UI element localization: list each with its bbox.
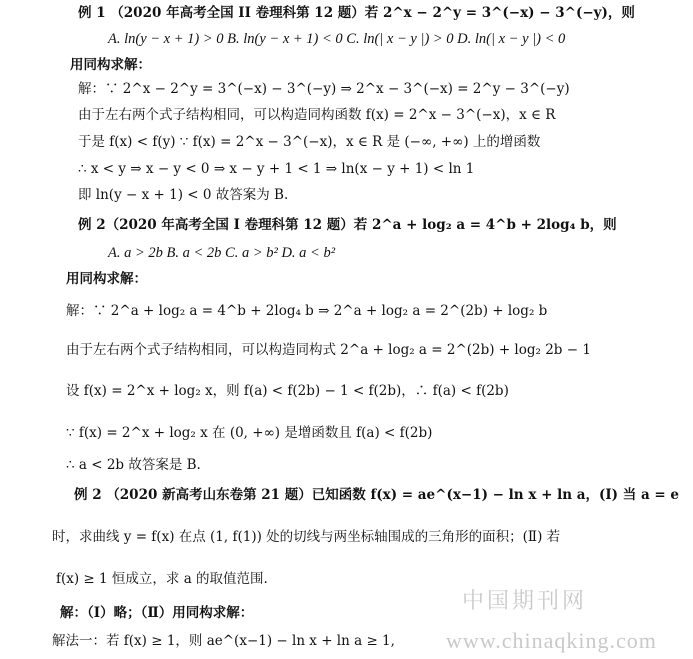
example-2-solution-step-3: 设 f(x) = 2^x + log₂ x，则 f(a) < f(2b) − 1 < f(2b)，∴ f(a) < f(2b) [66,383,509,399]
example-1-solution-step-1: 解：∵ 2^x − 2^y = 3^(−x) − 3^(−y) ⇒ 2^x − 3^(−x) = 2^y − 3^(−y) [78,81,570,97]
example-3-solution-heading: 解：（Ⅰ）略；（Ⅱ）用同构求解： [60,605,254,621]
example-3-solution-method-1: 解法一：若 f(x) ≥ 1，则 ae^(x−1) − ln x + ln a ≥ 1, [52,633,395,649]
example-2-solution-step-4: ∵ f(x) = 2^x + log₂ x 在 (0, +∞) 是增函数且 f(a) < f(2b) [66,425,433,441]
example-2-solution-step-2: 由于左右两个式子结构相同，可以构造同构式 2^a + log₂ a = 2^(2b) + log₂ 2b − 1 [66,342,591,358]
example-3-question-line-3: f(x) ≥ 1 恒成立，求 a 的取值范围. [56,571,268,587]
example-3-question-line-2: 时，求曲线 y = f(x) 在点 (1, f(1)) 处的切线与两坐标轴围成的三角形的面积；(Ⅱ) 若 [52,529,561,545]
example-2-heading: 例 2（2020 年高考全国 I 卷理科第 12 题）若 2^a + log₂ a = 4^b + 2log₄ b，则 [78,217,617,233]
example-1-options: A. ln(y − x + 1) > 0 B. ln(y − x + 1) < 0 C. ln(| x − y |) > 0 D. ln(| x − y |) < 0 [108,31,566,47]
example-1-solution-step-4: ∴ x < y ⇒ x − y < 0 ⇒ x − y + 1 < 1 ⇒ ln(x − y + 1) < ln 1 [78,161,475,177]
example-2-options: A. a > 2b B. a < 2b C. a > b² D. a < b² [108,245,336,261]
watermark-cn: 中国期刊网 [462,589,588,614]
watermark-url: www.chinaqking.com [446,628,657,653]
example-1-conclusion: 即 ln(y − x + 1) < 0 故答案为 B. [78,187,289,203]
section-heading-isomorphic: 用同构求解： [70,57,151,73]
example-1-solution-step-2: 由于左右两个式子结构相同，可以构造同构函数 f(x) = 2^x − 3^(−x)，x ∈ R [78,107,556,123]
section-heading-isomorphic-2: 用同构求解： [66,271,147,287]
example-2-conclusion: ∴ a < 2b 故答案是 B. [66,457,201,473]
example-1-heading: 例 1 （2020 年高考全国 II 卷理科第 12 题）若 2^x − 2^y = 3^(−x) − 3^(−y)，则 [78,5,635,21]
example-2-solution-step-1: 解：∵ 2^a + log₂ a = 4^b + 2log₄ b ⇒ 2^a + log₂ a = 2^(2b) + log₂ b [66,303,548,319]
example-1-solution-step-3: 于是 f(x) < f(y) ∵ f(x) = 2^x − 3^(−x)，x ∈ R 是 (−∞, +∞) 上的增函数 [78,134,541,150]
example-3-heading: 例 2 （2020 新高考山东卷第 21 题）已知函数 f(x) = ae^(x−1) − ln x + ln a，(Ⅰ) 当 a = e [74,487,680,503]
